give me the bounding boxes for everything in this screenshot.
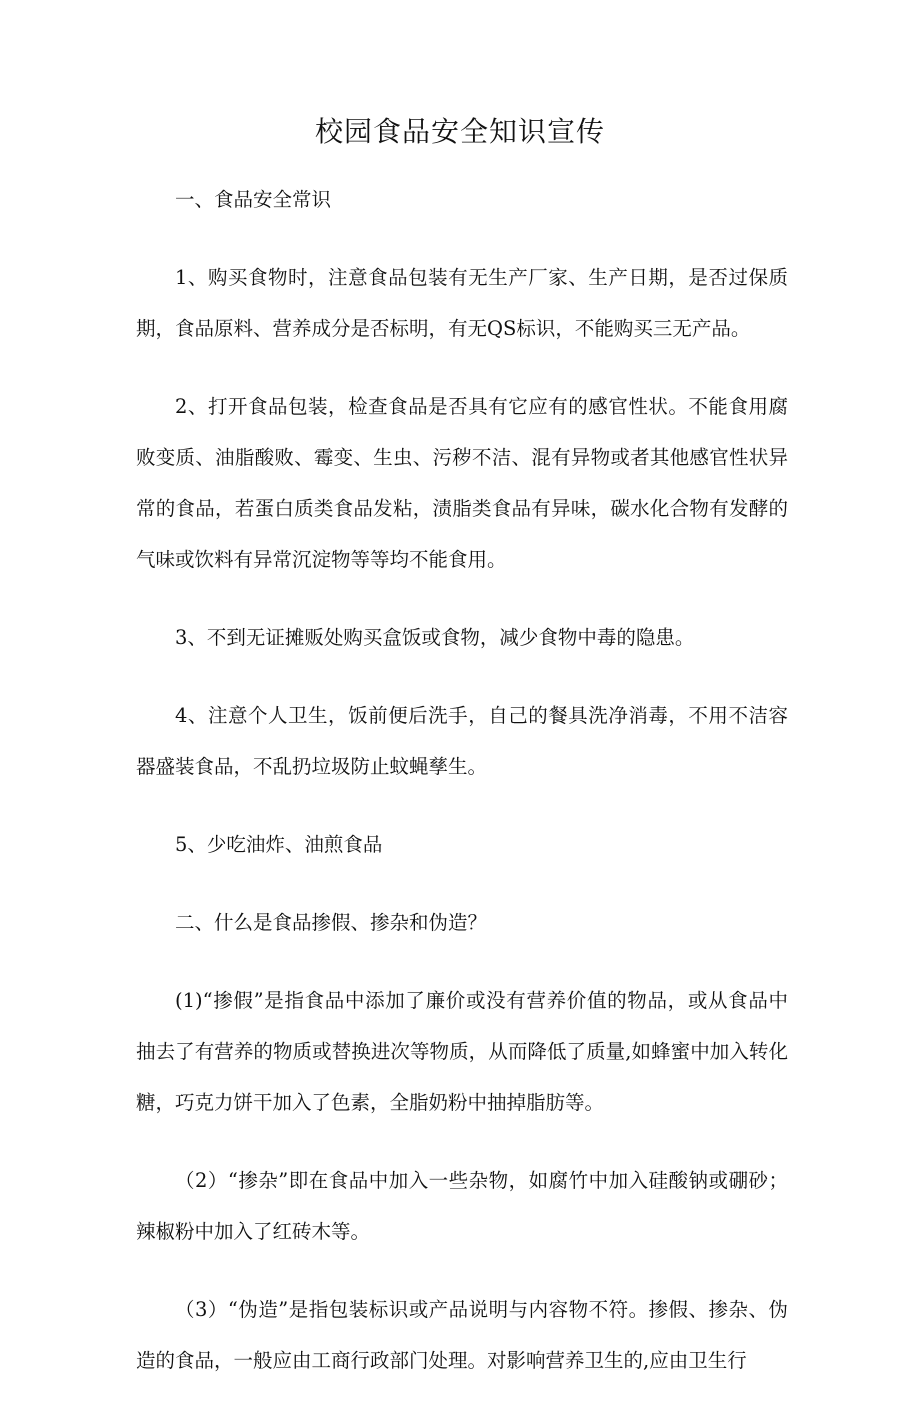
paragraph-adulteration-3: （3）“伪造”是指包装标识或产品说明与内容物不符。掺假、掺杂、伪造的食品，一般应由工商行政部门处理。对影响营养卫生的,应由卫生行: [136, 1298, 788, 1372]
paragraph-item-3: 3、不到无证摊贩处购买盒饭或食物，减少食物中毒的隐患。: [175, 626, 695, 649]
paragraph-item-2: 2、打开食品包装，检查食品是否具有它应有的感官性状。不能食用腐败变质、油脂酸败、霉变、生虫、污秽不洁、混有异物或者其他感官性状异常的食品，若蛋白质类食品发粘，渍脂类食品有异味，碳水化合物有发酵的气味或饮料有异常沉淀物等等均不能食用。: [136, 395, 788, 571]
paragraph-item-1: 1、购买食物时，注意食品包装有无生产厂家、生产日期，是否过保质期，食品原料、营养成分是否标明，有无QS标识，不能购买三无产品。: [136, 266, 788, 340]
document-body: [136, 174, 788, 1413]
section-heading-adulteration: 二、什么是食品掺假、掺杂和伪造？: [175, 911, 488, 934]
paragraph-item-4: 4、注意个人卫生，饭前便后洗手，自己的餐具洗净消毒，不用不洁容器盛装食品，不乱扔垃圾防止蚊蝇孳生。: [136, 704, 788, 778]
document-title: 校园食品安全知识宣传: [314, 115, 605, 148]
paragraph-item-5: 5、少吃油炸、油煎食品: [175, 833, 383, 856]
section-heading-food-safety: 一、食品安全常识: [175, 188, 332, 211]
paragraph-adulteration-2: （2）“掺杂”即在食品中加入一些杂物，如腐竹中加入硅酸钠或硼砂；辣椒粉中加入了红砖木等。: [136, 1169, 788, 1243]
paragraph-adulteration-1: (1)“掺假”是指食品中添加了廉价或没有营养价值的物品，或从食品中抽去了有营养的物质或替换进次等物质，从而降低了质量,如蜂蜜中加入转化糖，巧克力饼干加入了色素，全脂奶粉中抽掉脂肪等。: [136, 989, 788, 1114]
